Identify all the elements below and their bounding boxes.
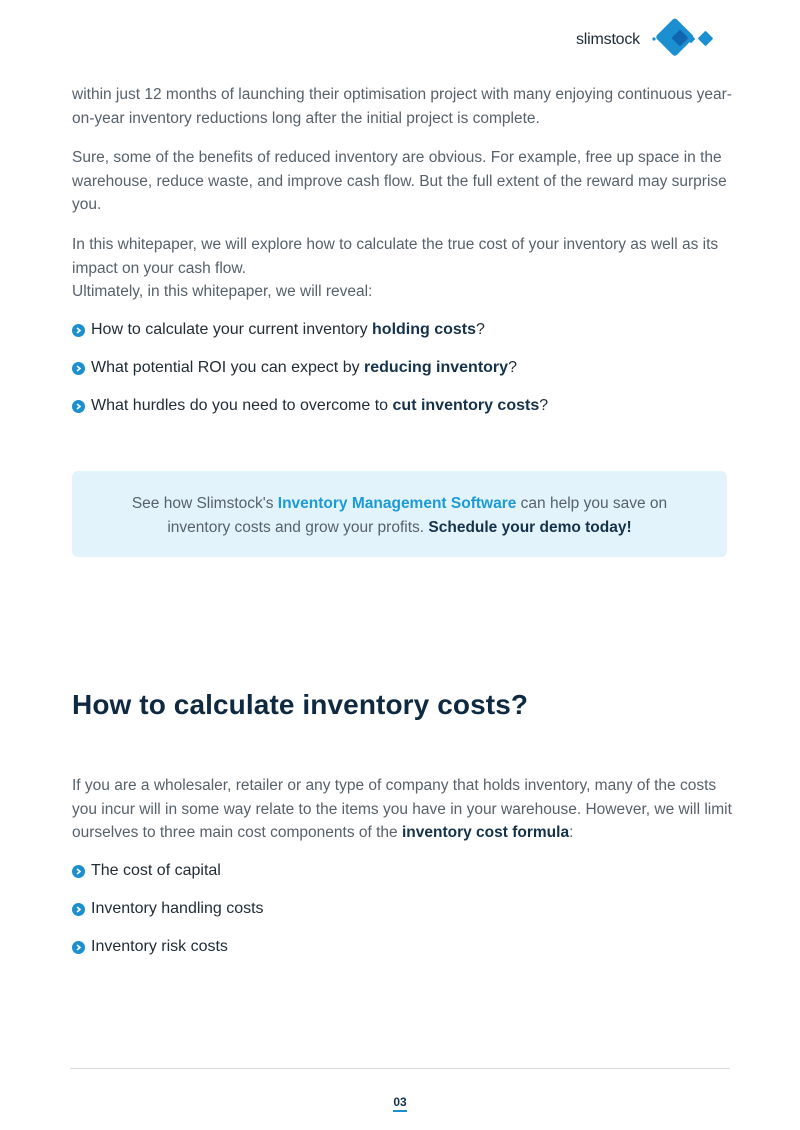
chevron-right-icon — [72, 324, 85, 337]
slimstock-logo — [574, 18, 724, 62]
page-number: 03 — [0, 1095, 800, 1112]
intro-paragraph-3-line-1: In this whitepaper, we will explore how to calculate the true cost of your inventory as well as its impact on your cash flow. — [72, 236, 719, 277]
list-item — [72, 319, 485, 341]
chevron-right-icon — [72, 941, 85, 954]
schedule-demo-link[interactable]: Schedule your demo today! — [428, 518, 632, 536]
chevron-right-icon — [72, 362, 85, 375]
cta-middle: can help you save on inventory costs and grow your profits. — [167, 495, 668, 536]
bullet-text: The cost of capital — [91, 862, 221, 879]
cta-prefix: See how Slimstock's — [131, 495, 278, 512]
section-paragraph: If you are a wholesaler, retailer or any type of company that holds inventory, many of the costs you incur will in some way relate to the items you have in your warehouse. However, we will limit ourselves to three main cost components of the inventory cost formula: — [72, 777, 732, 841]
bullet-text: Inventory risk costs — [91, 938, 228, 955]
bullet-text: How to calculate your current inventory holding costs? — [91, 321, 485, 338]
inventory-cost-formula-bold: inventory cost formula — [401, 824, 570, 841]
intro-paragraph-3 — [72, 233, 732, 304]
list-item — [72, 898, 264, 920]
intro-paragraph-1: within just 12 months of launching their optimisation project with many enjoying continuous year-on-year inventory reductions long after the initial project is complete. — [72, 86, 732, 127]
intro-paragraph-2: Sure, some of the benefits of reduced inventory are obvious. For example, free up space in the warehouse, reduce waste, and improve cash flow. But the full extent of the reward may surprise you. — [72, 149, 727, 213]
list-item — [72, 936, 228, 958]
logo-text: slimstock — [576, 31, 640, 48]
diamond-logo-icon — [650, 18, 722, 62]
intro-paragraph-3-line-2: Ultimately, in this whitepaper, we will reveal: — [72, 283, 373, 300]
bullet-bold: holding costs — [372, 321, 477, 338]
bullet-text: What potential ROI you can expect by reducing inventory? — [91, 359, 517, 376]
list-item — [72, 860, 221, 882]
chevron-right-icon — [72, 903, 85, 916]
list-item — [72, 357, 517, 379]
bullet-bold: cut inventory costs — [392, 397, 540, 414]
cta-box — [72, 471, 727, 557]
bullet-bold: reducing inventory — [364, 359, 509, 376]
chevron-right-icon — [72, 400, 85, 413]
footer-divider — [70, 1068, 730, 1069]
section-heading: How to calculate inventory costs? — [72, 689, 529, 720]
bullet-text: What hurdles do you need to overcome to cut inventory costs? — [91, 397, 549, 414]
software-link[interactable]: Inventory Management Software — [277, 495, 517, 512]
list-item — [72, 395, 548, 417]
bullet-text: Inventory handling costs — [91, 900, 264, 917]
chevron-right-icon — [72, 865, 85, 878]
